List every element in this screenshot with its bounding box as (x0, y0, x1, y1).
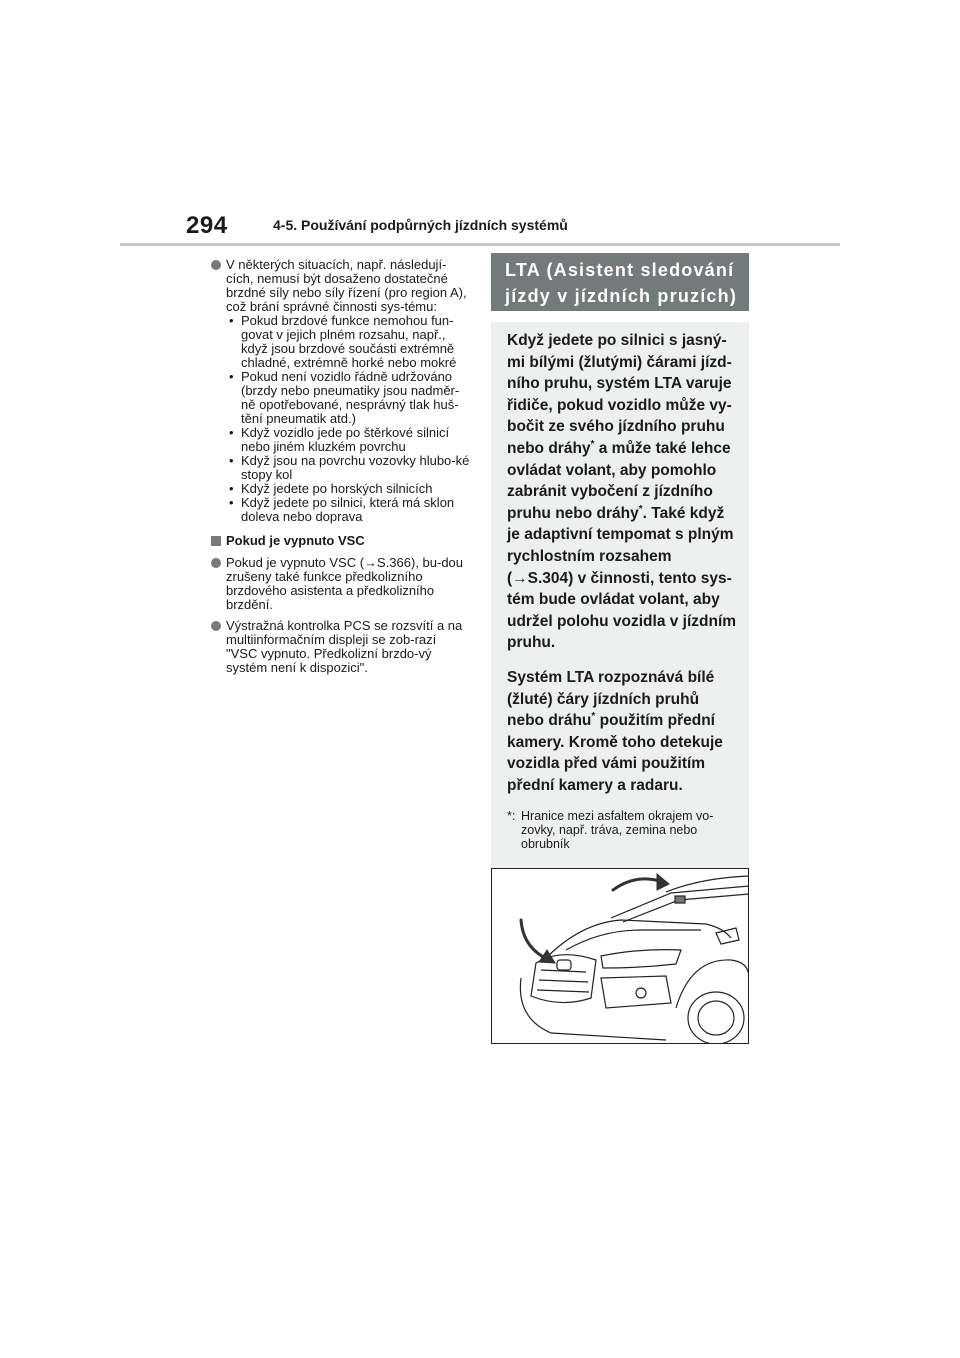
dot-icon: • (229, 369, 234, 384)
bullet-paragraph (211, 619, 471, 675)
vsc-heading: Pokud je vypnuto VSC (211, 534, 471, 548)
lta-info-box (491, 322, 749, 1044)
left-column (211, 258, 471, 682)
paragraph-text: V některých situacích, např. následují-cích, nemusí být dosaženo dostatečné brzdné síly nebo síly řízení (pro region A), což brání správné činnosti sys-tému: (226, 257, 467, 314)
lta-description (507, 330, 739, 851)
list-item: • Když jedete po horských silnicích (229, 481, 433, 496)
footnote-mark: *: (507, 809, 516, 824)
section-title: 4-5. Používání podpůrných jízdních systémů (273, 217, 568, 233)
footnote-text: Hranice mezi asfaltem okrajem vo-zovky, např. tráva, zemina nebo obrubník (521, 809, 714, 852)
list-item: • Pokud není vozidlo řádně udržováno (brzdy nebo pneumatiky jsou nadměr-ně opotřebované, nesprávný tlak huš-tění pneumatik atd.) (229, 369, 460, 426)
lta-title-banner: LTA (Asistent sledování jízdy v jízdních pruzích) (491, 253, 749, 311)
vehicle-camera-illustration (491, 868, 749, 1044)
asterisk-mark: * (590, 438, 595, 450)
bullet-paragraph (211, 258, 471, 524)
list-item: • Pokud brzdové funkce nemohou fun-govat v jejich plném rozsahu, např., když jsou brzdové součásti extrémně chladné, extrémně horké nebo mokré (229, 313, 457, 370)
dot-icon: • (229, 453, 234, 468)
circle-bullet-icon (211, 621, 221, 631)
dot-icon: • (229, 313, 234, 328)
asterisk-mark: * (638, 503, 643, 515)
circle-bullet-icon (211, 260, 221, 270)
paragraph-text: Pokud je vypnuto VSC (→S.366), bu-dou zrušeny také funkce předkolizního brzdového asistenta a předkolizního brzdění. (226, 555, 464, 612)
lta-paragraph: Když jedete po silnici s jasný-mi bílými (žlutými) čárami jízd-ního pruhu, systém LTA varuje řidiče, pokud vozidlo může vy-bočit ze svého jízdního pruhu nebo dráhy* a může také lehce ovládat volant, aby pomohlo zabránit vybočení z jízdního pruhu nebo dráhy*. Také když je adaptivní tempomat s plným rychlostním rozsahem (→S.304) v činnosti, tento sys-tém bude ovládat volant, aby udržel polohu vozidla v jízdním pruhu. (507, 332, 737, 652)
circle-bullet-icon (211, 558, 221, 568)
bullet-paragraph (211, 556, 471, 612)
dot-icon: • (229, 495, 234, 510)
asterisk-mark: * (591, 710, 596, 722)
square-bullet-icon (211, 536, 221, 546)
header-divider (120, 243, 840, 246)
lta-paragraph: Systém LTA rozpoznává bílé (žluté) čáry jízdních pruhů nebo dráhu* použitím přední kamery. Kromě toho detekuje vozidla před vámi použitím přední kamery a radaru. (507, 668, 723, 794)
list-item: • Když jsou na povrchu vozovky hlubo-ké stopy kol (229, 453, 470, 482)
paragraph-text: Výstražná kontrolka PCS se rozsvítí a na multiinformačním displeji se zob-razí "VSC vypnuto. Předkolizní brzdo-vý systém není k dispozici". (226, 618, 463, 675)
dot-icon: • (229, 425, 234, 440)
list-item: • Když jedete po silnici, která má sklon doleva nebo doprava (229, 495, 455, 524)
dot-icon: • (229, 481, 234, 496)
page-number: 294 (186, 212, 228, 239)
condition-list (226, 314, 471, 524)
footnote (507, 809, 739, 851)
list-item: • Když vozidlo jede po štěrkové silnicí nebo jiném kluzkém povrchu (229, 425, 450, 454)
